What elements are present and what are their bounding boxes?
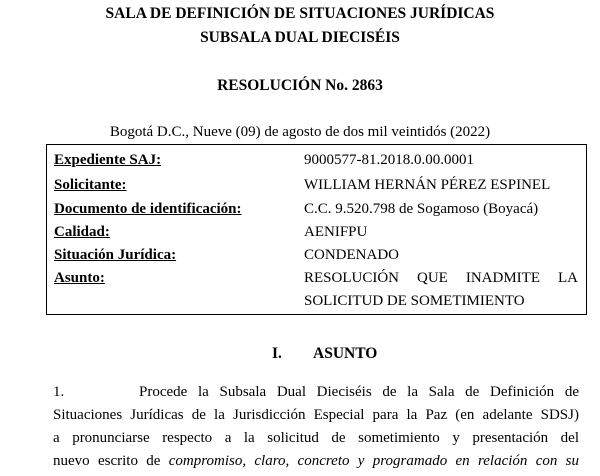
info-value: C.C. 9.520.798 de Sogamoso (Boyacá) [304, 201, 539, 217]
info-value: RESOLUCIÓN QUE INADMITE LA [304, 270, 578, 286]
section-title: ASUNTO [313, 345, 378, 362]
case-info-box [46, 144, 587, 315]
subchamber-title: SUBSALA DUAL DIECISÉIS [200, 29, 400, 46]
info-label: Solicitante: [54, 177, 127, 193]
info-value: CONDENADO [304, 247, 399, 263]
paragraph-text: Situaciones Jurídicas de la Jurisdicción Especial para la Paz (en adelante SDSJ) [53, 407, 579, 423]
paragraph-line [53, 450, 579, 473]
paragraph-line [53, 427, 579, 450]
paragraph-italic-text: compromiso, claro, concreto y programado en relación con su [168, 453, 580, 469]
dateline: Bogotá D.C., Nueve (09) de agosto de dos mil veintidós (2022) [109, 124, 491, 140]
info-value: SOLICITUD DE SOMETIMIENTO [304, 293, 525, 309]
info-label: Expediente SAJ: [54, 152, 162, 168]
info-label: Situación Jurídica: [54, 247, 177, 263]
body-paragraph [53, 381, 579, 473]
section-heading [0, 344, 600, 364]
paragraph-text: Procede la Subsala Dual Dieciséis de la Sala de Definición de [139, 384, 579, 400]
info-label: Documento de identificación: [54, 201, 242, 217]
paragraph-number: 1. [53, 384, 65, 400]
info-value: WILLIAM HERNÁN PÉREZ ESPINEL [304, 177, 551, 193]
info-value: 9000577-81.2018.0.00.0001 [304, 152, 474, 168]
info-label: Calidad: [54, 224, 110, 240]
section-number: I. [272, 345, 282, 362]
chamber-title: SALA DE DEFINICIÓN DE SITUACIONES JURÍDICAS [105, 5, 495, 22]
info-value: AENIFPU [304, 224, 368, 240]
paragraph-line [53, 404, 579, 427]
paragraph-text: nuevo escrito de [53, 453, 161, 469]
paragraph-text: a pronunciarse respecto a la solicitud de sometimiento y presentación del [53, 430, 579, 446]
info-label: Asunto: [54, 270, 105, 286]
resolution-number: RESOLUCIÓN No. 2863 [217, 77, 383, 94]
paragraph-line [53, 381, 579, 404]
